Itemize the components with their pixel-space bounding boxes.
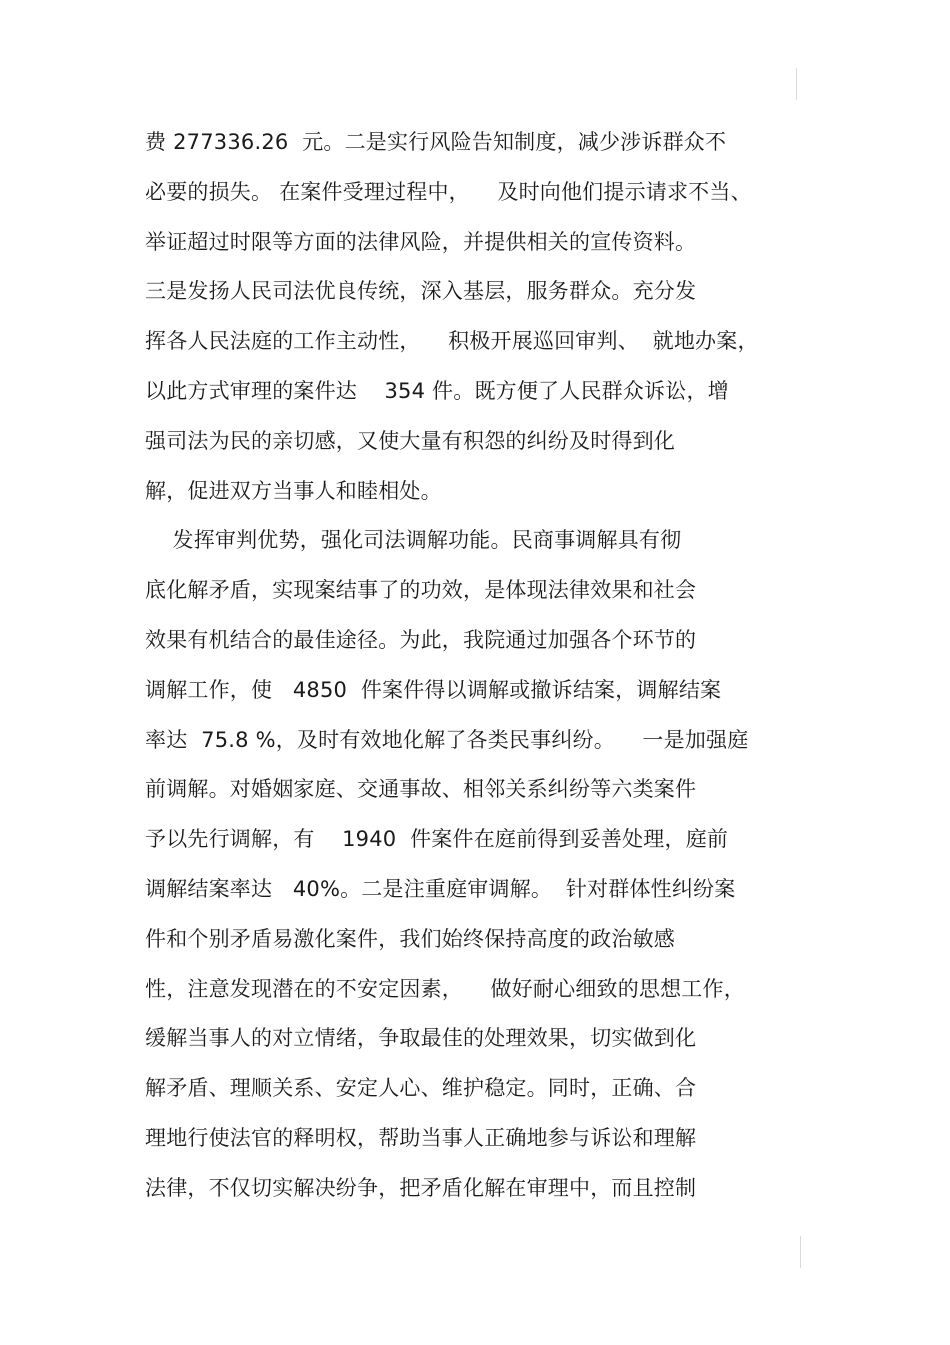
- text-line: 底化解矛盾，实现案结事了的功效，是体现法律效果和社会: [145, 578, 697, 603]
- margin-mark-bottom: [800, 1236, 801, 1268]
- text-line: 举证超过时限等方面的法律风险，并提供相关的宣传资料。: [145, 229, 697, 254]
- text-line: 率达 75.8 %，及时有效地化解了各类民事纠纷。 一是加强庭: [145, 727, 749, 752]
- text-line: 效果有机结合的最佳途径。为此，我院通过加强各个环节的: [145, 627, 697, 652]
- paragraph-start-line: 发挥审判优势，强化司法调解功能。民商事调解具有彻: [145, 528, 682, 553]
- text-line: 三是发扬人民司法优良传统，深入基层，服务群众。充分发: [145, 279, 697, 304]
- text-line: 费 277336.26 元。二是实行风险告知制度，减少涉诉群众不: [145, 130, 727, 154]
- text-line: 调解结案率达 40%。二是注重庭审调解。 针对群体性纠纷案: [145, 876, 736, 901]
- text-line: 性，注意发现潜在的不安定因素， 做好耐心细致的思想工作，: [145, 976, 745, 1001]
- text-line: 必要的损失。 在案件受理过程中， 及时向他们提示请求不当、: [145, 179, 752, 204]
- text-line: 解矛盾、理顺关系、安定人心、维护稳定。同时，正确、合: [145, 1076, 697, 1101]
- text-line: 以此方式审理的案件达 354 件。既方便了人民群众诉讼，增: [145, 378, 729, 403]
- text-line: 缓解当事人的对立情绪，争取最佳的处理效果，切实做到化: [145, 1026, 697, 1051]
- text-line: 强司法为民的亲切感，又使大量有积怨的纠纷及时得到化: [145, 428, 675, 453]
- margin-mark-top: [796, 68, 797, 100]
- text-line: 解，促进双方当事人和睦相处。: [145, 478, 442, 503]
- text-line: 法律，不仅切实解决纷争，把矛盾化解在审理中，而且控制: [145, 1175, 697, 1200]
- text-line: 予以先行调解，有 1940 件案件在庭前得到妥善处理，庭前: [145, 827, 729, 852]
- text-line: 前调解。对婚姻家庭、交通事故、相邻关系纠纷等六类案件: [145, 777, 697, 802]
- text-line: 理地行使法官的释明权，帮助当事人正确地参与诉讼和理解: [145, 1125, 697, 1150]
- text-line: 件和个别矛盾易激化案件，我们始终保持高度的政治敏感: [145, 926, 675, 951]
- document-body: [145, 122, 815, 1218]
- text-line: 调解工作，使 4850 件案件得以调解或撤诉结案，调解结案: [145, 677, 722, 702]
- text-line: 挥各人民法庭的工作主动性， 积极开展巡回审判、 就地办案，: [145, 329, 759, 354]
